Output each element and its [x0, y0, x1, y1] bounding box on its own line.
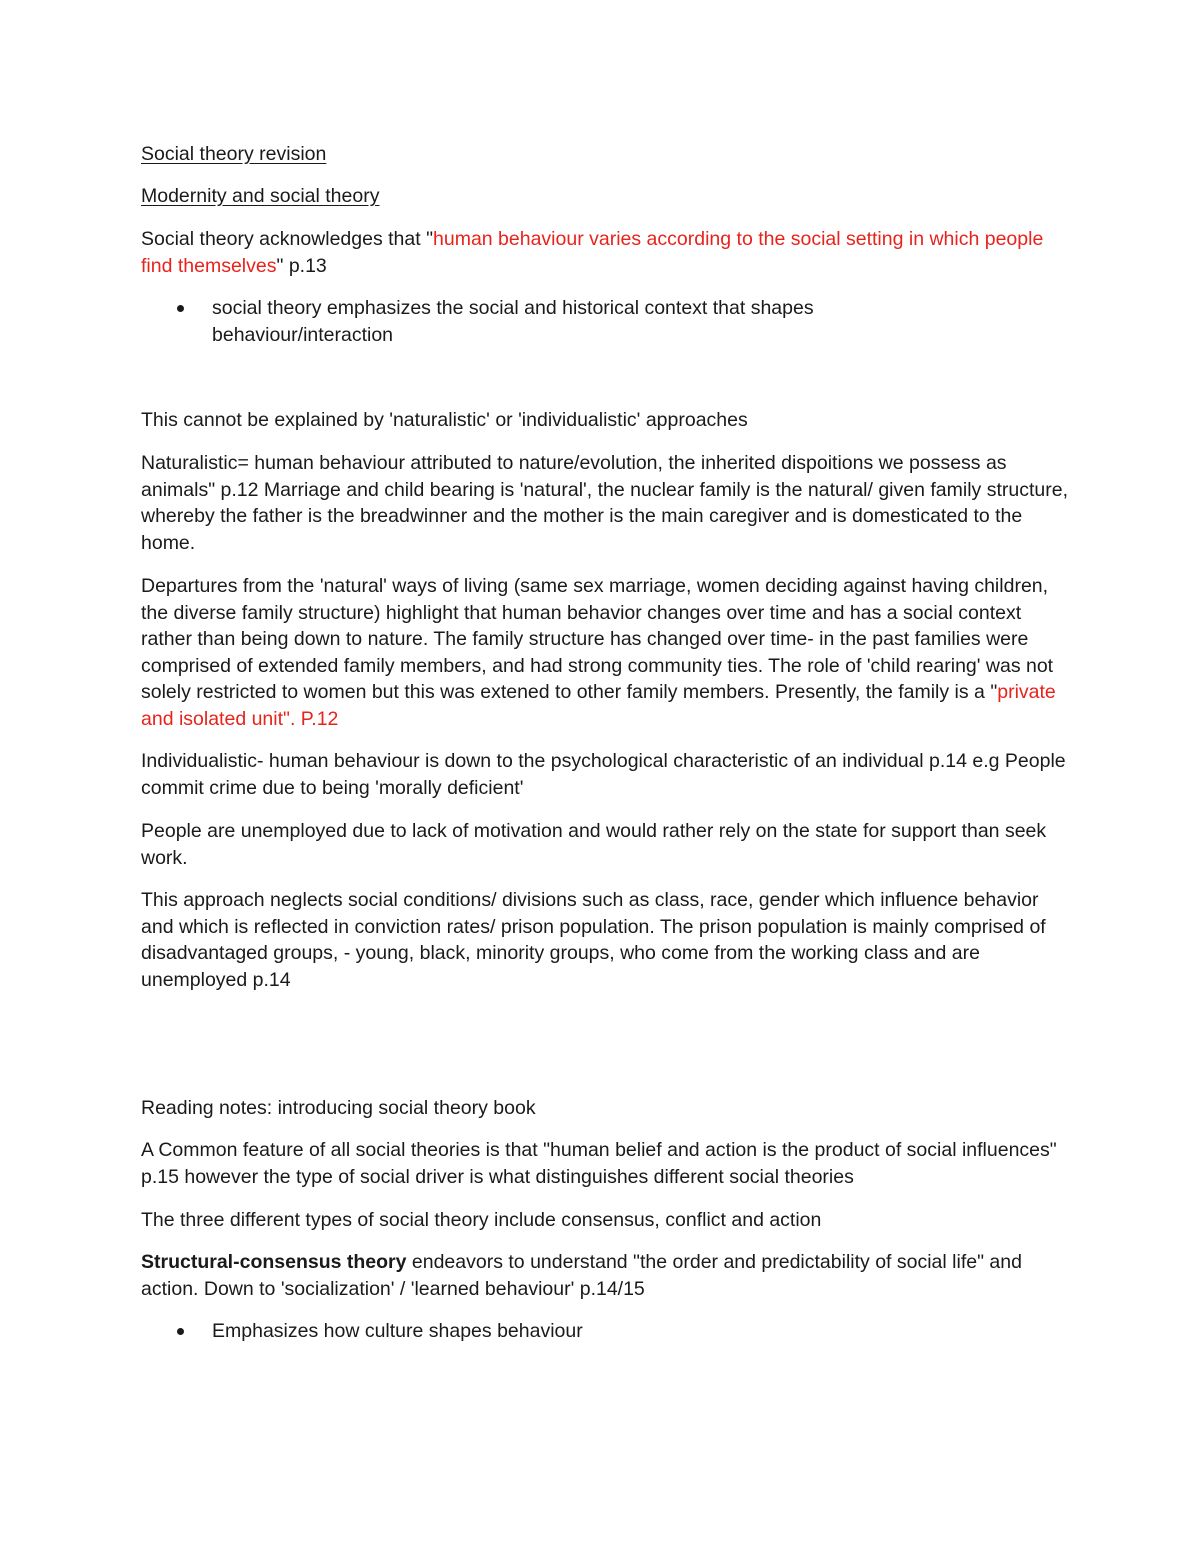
bold-term: Structural-consensus theory: [141, 1251, 407, 1273]
paragraph-neglects: This approach neglects social conditions/ divisions such as class, race, gender which influence behavior and which is reflected in conviction rates/ prison population. The prison population is mainly comprised of disadvantaged groups, - young, black, minority groups, who come from the working class and are unemployed p.14: [141, 889, 1046, 991]
bullet-text: Emphasizes how culture shapes behaviour: [212, 1320, 583, 1342]
paragraph-three-types: The three different types of social theory include consensus, conflict and action: [141, 1209, 822, 1231]
paragraph-departures: [141, 573, 1071, 733]
paragraph-text: Social theory acknowledges that ": [141, 228, 434, 250]
paragraph-common-feature: A Common feature of all social theories is that "human belief and action is the product of social influences" p.15 however the type of social driver is what distinguishes different social theories: [141, 1139, 1057, 1188]
section-heading-modernity: Modernity and social theory: [141, 185, 380, 207]
paragraph-structural-consensus: [141, 1249, 1071, 1302]
red-quote: private and isolated unit". P.12: [141, 681, 1056, 730]
section-heading-reading-notes: Reading notes: introducing social theory book: [141, 1097, 536, 1119]
bullet-icon: [177, 1328, 184, 1335]
paragraph-text: endeavors to understand "the order and predictability of social life" and action. Down to 'socialization' / 'learned behaviour' p.14/15: [141, 1251, 1022, 1300]
document-title: Social theory revision: [141, 143, 327, 165]
paragraph-approaches: This cannot be explained by 'naturalistic' or 'individualistic' approaches: [141, 409, 748, 431]
page-reference: " p.13: [276, 254, 327, 277]
paragraph-individualistic: Individualistic- human behaviour is down to the psychological characteristic of an individual p.14 e.g People commit crime due to being 'morally deficient': [141, 750, 1066, 799]
paragraph-text: Departures from the 'natural' ways of living (same sex marriage, women deciding against having children, the diverse family structure) highlight that human behavior changes over time and has a social context rather than being down to nature. The family structure has changed over time- in the past families were comprised of extended family members, and had strong community ties. The role of 'child rearing' was not solely restricted to women but this was extened to other family members. Presently, the family is a ": [141, 575, 1054, 704]
paragraph-naturalistic: Naturalistic= human behaviour attributed to nature/evolution, the inherited dispoitions we possess as animals" p.12 Marriage and child bearing is 'natural', the nuclear family is the natural/ given family structure, whereby the father is the breadwinner and the mother is the main caregiver and is domesticated to the home.: [141, 452, 1068, 554]
bullet-text: social theory emphasizes the social and historical context that shapes behaviour/interaction: [212, 297, 814, 346]
paragraph-unemployed: People are unemployed due to lack of motivation and would rather rely on the state for support than seek work.: [141, 820, 1047, 869]
paragraph-social-theory-definition: [141, 226, 1071, 279]
red-quote: human behaviour varies according to the social setting in which people find themselves: [141, 228, 1044, 277]
bullet-icon: [177, 305, 184, 312]
